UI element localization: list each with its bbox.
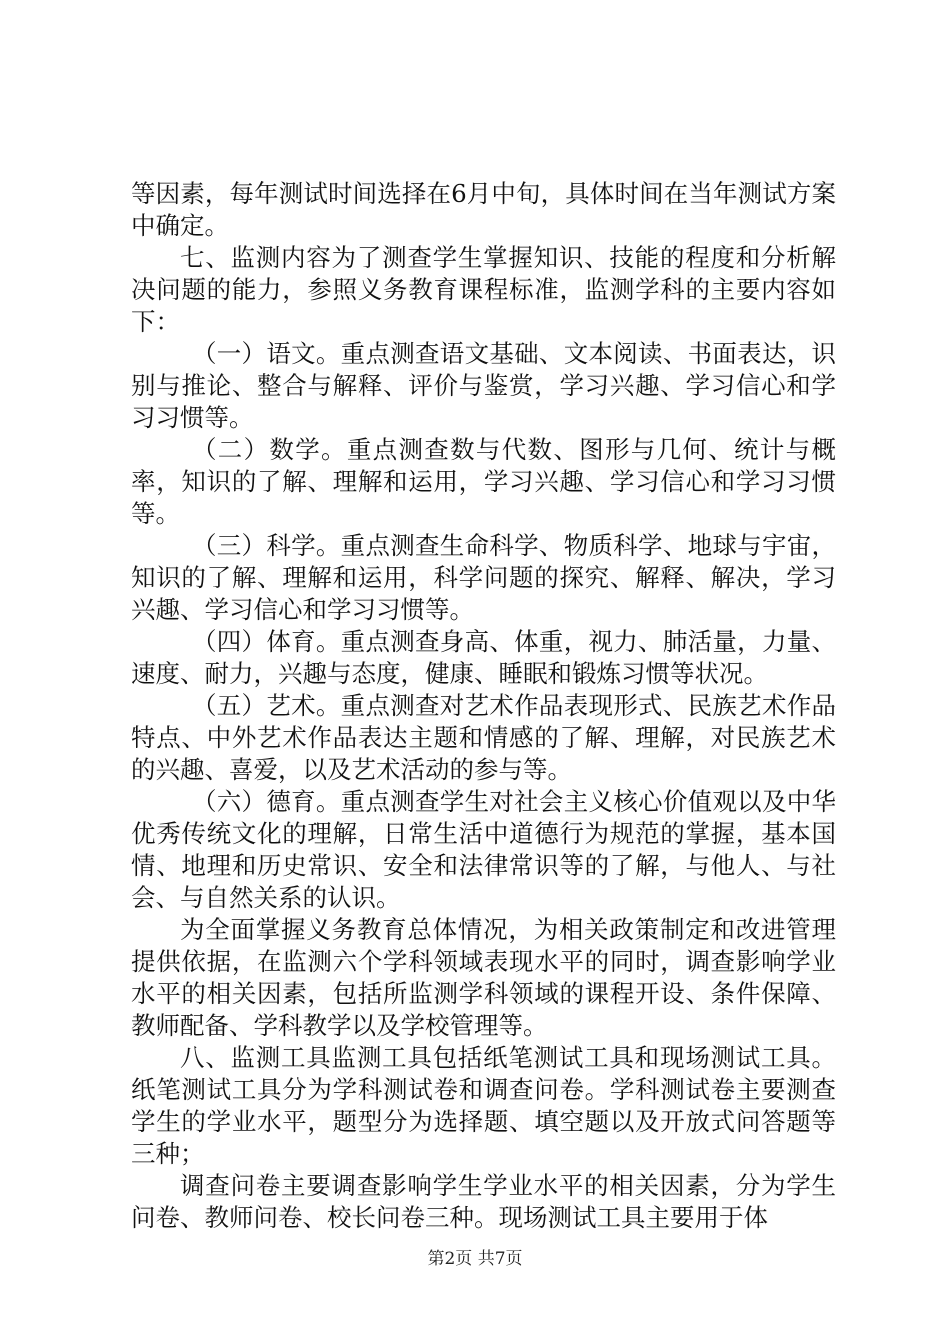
paragraph: 调查问卷主要调查影响学生学业水平的相关因素，分为学生问卷、教师问卷、校长问卷三种。现场测试工具主要用于体 [131, 1171, 836, 1232]
paragraph: （五）艺术。重点测查对艺术作品表现形式、民族艺术作品特点、中外艺术作品表达主题和情感的了解、理解，对民族艺术的兴趣、喜爱，以及艺术活动的参与等。 [131, 691, 836, 784]
paragraph: 八、监测工具监测工具包括纸笔测试工具和现场测试工具。纸笔测试工具分为学科测试卷和调查问卷。学科测试卷主要测查学生的学业水平，题型分为选择题、填空题以及开放式问答题等三种； [131, 1043, 836, 1168]
paragraph: 为全面掌握义务教育总体情况，为相关政策制定和改进管理提供依据，在监测六个学科领域表现水平的同时，调查影响学业水平的相关因素，包括所监测学科领域的课程开设、条件保障、教师配备、学科教学以及学校管理等。 [131, 915, 836, 1040]
page-footer: 第2页 共7页 [427, 1249, 523, 1269]
body-text [131, 178, 836, 1234]
paragraph: （六）德育。重点测查学生对社会主义核心价值观以及中华优秀传统文化的理解，日常生活中道德行为规范的掌握，基本国情、地理和历史常识、安全和法律常识等的了解，与他人、与社会、与自然关系的认识。 [131, 787, 836, 912]
paragraph: （二）数学。重点测查数与代数、图形与几何、统计与概率，知识的了解、理解和运用，学习兴趣、学习信心和学习习惯等。 [131, 435, 836, 528]
paragraph: 七、监测内容为了测查学生掌握知识、技能的程度和分析解决问题的能力，参照义务教育课程标准，监测学科的主要内容如下： [131, 243, 836, 336]
paragraph: （四）体育。重点测查身高、体重，视力、肺活量，力量、速度、耐力，兴趣与态度，健康、睡眠和锻炼习惯等状况。 [131, 627, 836, 688]
paragraph: （一）语文。重点测查语文基础、文本阅读、书面表达，识别与推论、整合与解释、评价与鉴赏，学习兴趣、学习信心和学习习惯等。 [131, 339, 836, 432]
paragraph: （三）科学。重点测查生命科学、物质科学、地球与宇宙，知识的了解、理解和运用，科学问题的探究、解释、解决，学习兴趣、学习信心和学习习惯等。 [131, 531, 836, 624]
paragraph: 等因素，每年测试时间选择在6月中旬，具体时间在当年测试方案中确定。 [131, 179, 836, 240]
